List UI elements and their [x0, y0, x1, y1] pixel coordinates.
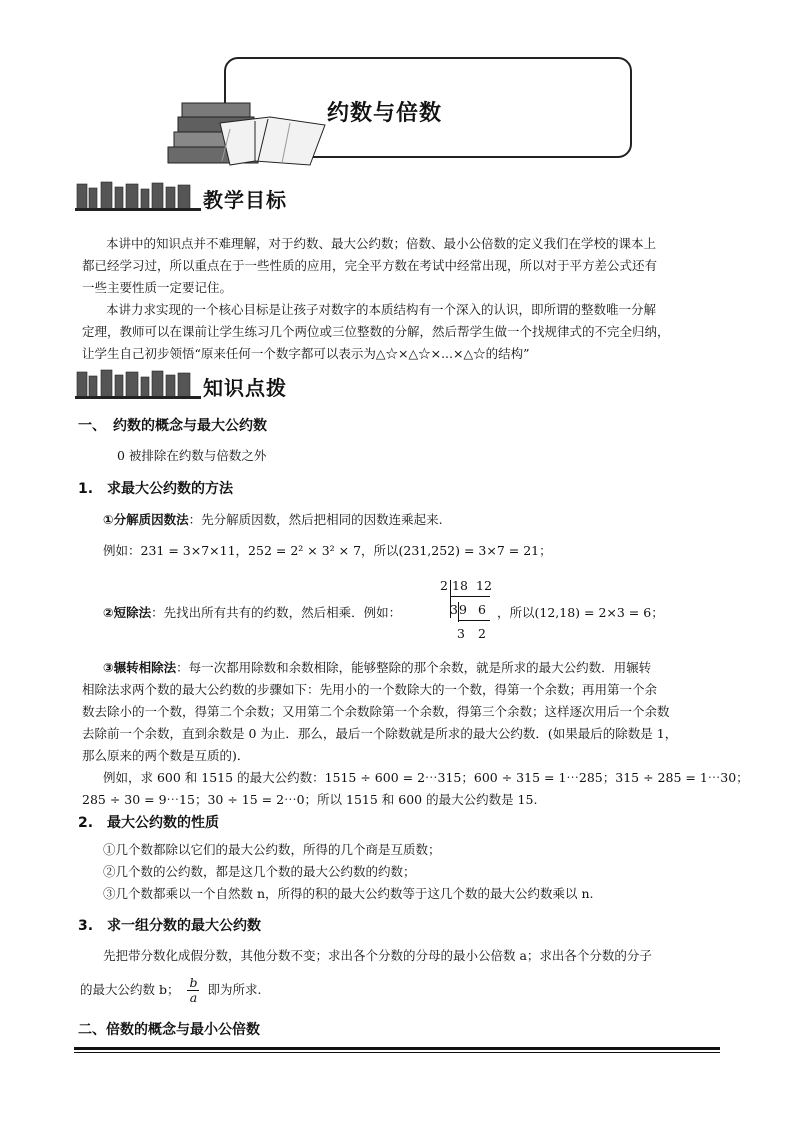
div-vline2 — [458, 602, 459, 622]
div-row3-a: 3 — [457, 626, 465, 641]
method2-label: ②短除法 — [103, 605, 152, 620]
knowledge-title: 知识点拨 — [203, 376, 287, 400]
goal-p2-line3: 让学生自己初步领悟“原来任何一个数字都可以表示为△☆×△☆×...×△☆的结构” — [82, 346, 530, 361]
fraction-line2-post: 即为所求. — [207, 982, 262, 997]
banner-stripes-icon — [75, 178, 205, 212]
part2-heading: 二、倍数的概念与最小公倍数 — [78, 1022, 260, 1038]
property-1: ①几个数都除以它们的最大公约数，所得的几个商是互质数； — [103, 842, 441, 857]
fraction-denominator: a — [189, 990, 198, 1005]
page-title: 约数与倍数 — [327, 101, 443, 126]
knowledge-banner — [75, 366, 393, 400]
property-2: ②几个数的公约数，都是这几个数的最大公约数的约数； — [103, 864, 416, 879]
sub3-heading: 3. 求一组分数的最大公约数 — [78, 918, 262, 934]
part1-heading: 一、 约数的概念与最大公约数 — [78, 418, 267, 434]
property-3: ③几个数都乘以一个自然数 n，所得的积的最大公约数等于这几个数的最大公约数乘以 n. — [103, 886, 594, 901]
banner-stripes-icon — [75, 366, 205, 400]
method2-result: ，所以(12,18) = 2×3 = 6； — [497, 605, 664, 620]
fraction-b-over-a — [187, 976, 199, 1005]
div-hline1 — [450, 596, 490, 597]
method3-line3: 数去除小的一个数，得第二个余数；又用第二个余数除第一个余数，得第三个余数；这样逐次用后一个余数 — [82, 704, 670, 719]
method3-line1: ：每一次都用除数和余数相除，能够整除的那个余数，就是所求的最大公约数．用辗转 — [176, 660, 652, 675]
method1-example: 例如：231 = 3×7×11，252 = 2² × 3² × 7，所以(231,252) = 3×7 = 21； — [103, 543, 552, 558]
div-row1-divisor: 2 — [440, 578, 448, 593]
goal-banner — [75, 178, 393, 212]
method3-line4: 去除前一个余数，直到余数是 0 为止．那么，最后一个除数就是所求的最大公约数．(如果最后的除数是 1， — [82, 726, 678, 741]
goal-p1-line2: 都已经学习过，所以重点在于一些性质的应用，完全平方数在考试中经常出现，所以对于平方差公式还有 — [82, 258, 658, 273]
footer-rule-thick — [74, 1047, 720, 1050]
div-row2-b: 6 — [478, 602, 486, 617]
sub2-heading: 2. 最大公约数的性质 — [78, 815, 220, 831]
short-division — [440, 578, 500, 646]
method3-line5: 那么原来的两个数是互质的)． — [82, 748, 250, 763]
goal-p1-line3: 一些主要性质一定要记住。 — [82, 280, 233, 295]
goal-p2-line1: 本讲力求实现的一个核心目标是让孩子对数字的本质结构有一个深入的认识，即所谓的整数唯一分解 — [106, 302, 657, 317]
div-row2-a: 9 — [459, 602, 467, 617]
part1-note: 0 被排除在约数与倍数之外 — [117, 448, 267, 463]
fraction-numerator: b — [189, 975, 198, 990]
fraction-line1: 先把带分数化成假分数，其他分数不变；求出各个分数的分母的最小公倍数 a；求出各个分数的分子 — [103, 948, 652, 963]
method3-line2: 相除法求两个数的最大公约数的步骤如下：先用小的一个数除大的一个数，得第一个余数；再用第一个余 — [82, 682, 658, 697]
method1-text: ：先分解质因数，然后把相同的因数连乘起来. — [188, 512, 443, 527]
books-illustration — [160, 95, 330, 170]
method3-example1: 例如，求 600 和 1515 的最大公约数：1515 ÷ 600 = 2⋯315；600 ÷ 315 = 1⋯285；315 ÷ 285 = 1⋯30； — [103, 770, 749, 785]
goal-title: 教学目标 — [203, 188, 287, 212]
goal-p1-line1: 本讲中的知识点并不难理解，对于约数、最大公约数；倍数、最小公倍数的定义我们在学校的课本上 — [106, 236, 657, 251]
goal-p2-line2: 定理，教师可以在课前让学生练习几个两位或三位整数的分解，然后帮学生做一个找规律式的不完全归纳， — [82, 324, 670, 339]
method3-label: ③辗转相除法 — [103, 660, 177, 675]
method3-example2: 285 ÷ 30 = 9⋯15；30 ÷ 15 = 2⋯0；所以 1515 和 600 的最大公约数是 15. — [82, 792, 538, 807]
div-row2-divisor: 3 — [450, 602, 458, 617]
div-row1-b: 12 — [476, 578, 492, 593]
fraction-line2-pre: 的最大公约数 b； — [80, 982, 180, 997]
div-row3-b: 2 — [478, 626, 486, 641]
method1-label: ①分解质因数法 — [103, 512, 189, 527]
method2-text: ：先找出所有共有的约数，然后相乘．例如： — [151, 605, 402, 620]
footer-rule-thin — [74, 1052, 720, 1053]
div-hline2 — [458, 620, 490, 621]
div-row1-a: 18 — [452, 578, 468, 593]
sub1-heading: 1. 求最大公约数的方法 — [78, 481, 234, 497]
